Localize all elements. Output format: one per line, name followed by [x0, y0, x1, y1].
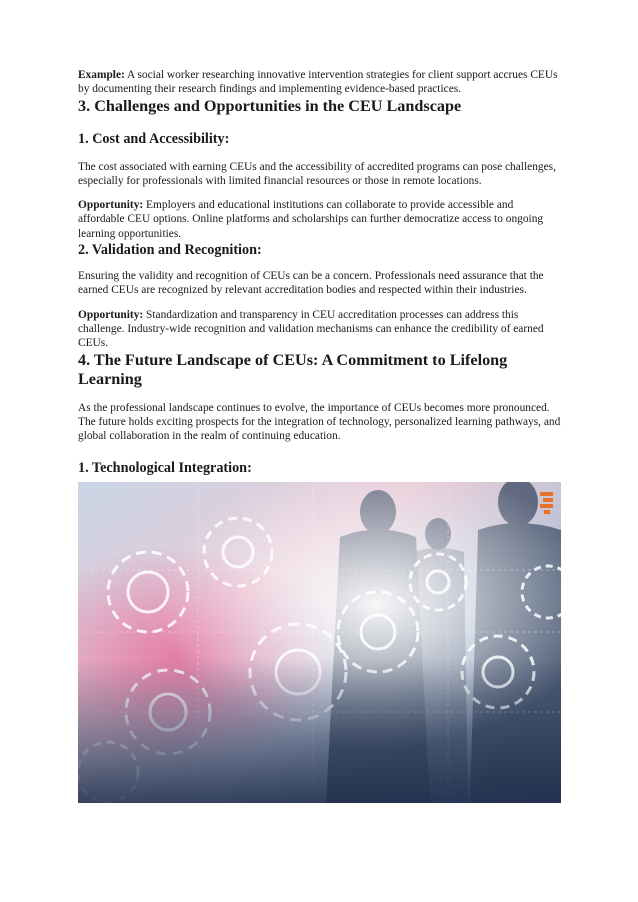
- validation-recognition-body: Ensuring the validity and recognition of CEUs can be a concern. Professionals need assurance that the earned CEUs are recognized by relevant accreditation bodies and respected within their industries.: [78, 270, 544, 297]
- validation-recognition-heading: 2. Validation and Recognition:: [78, 242, 262, 259]
- section-4-heading: 4. The Future Landscape of CEUs: A Commitment to Lifelong Learning: [78, 350, 508, 388]
- example-label: Example:: [78, 69, 125, 81]
- opportunity-text: Standardization and transparency in CEU accreditation processes can address this challenge. Industry-wide recognition and validation mechanisms can enhance the credibility of earned CEUs.: [78, 308, 544, 350]
- cost-accessibility-heading: 1. Cost and Accessibility:: [78, 130, 230, 147]
- future-landscape-body: As the professional landscape continues to evolve, the importance of CEUs becomes more pronounced. The future holds exciting prospects for the integration of technology, personalized learning pathways, and global collaboration in the realm of continuing education.: [78, 401, 561, 443]
- document-page: [78, 68, 562, 489]
- example-text: A social worker researching innovative intervention strategies for client support accrues CEUs by documenting their research findings and implementing evidence-based practices.: [78, 69, 558, 96]
- opportunity-text: Employers and educational institutions can collaborate to provide accessible and affordable CEU options. Online platforms and scholarships can further democratize access to ongoing learning opportunities.: [78, 199, 544, 240]
- cost-opportunity-paragraph: [78, 198, 562, 241]
- cost-accessibility-body: The cost associated with earning CEUs and the accessibility of accredited programs can pose challenges, especially for professionals with limited financial resources or those in remote locations.: [78, 160, 556, 187]
- example-paragraph: [78, 68, 562, 97]
- section-3-heading: 3. Challenges and Opportunities in the CEU Landscape: [78, 96, 462, 115]
- opportunity-label: Opportunity:: [78, 199, 144, 212]
- gears-business-image: [78, 482, 561, 803]
- opportunity-label: Opportunity:: [78, 308, 144, 321]
- technological-integration-heading: 1. Technological Integration:: [78, 460, 252, 477]
- validation-opportunity-paragraph: [78, 308, 562, 351]
